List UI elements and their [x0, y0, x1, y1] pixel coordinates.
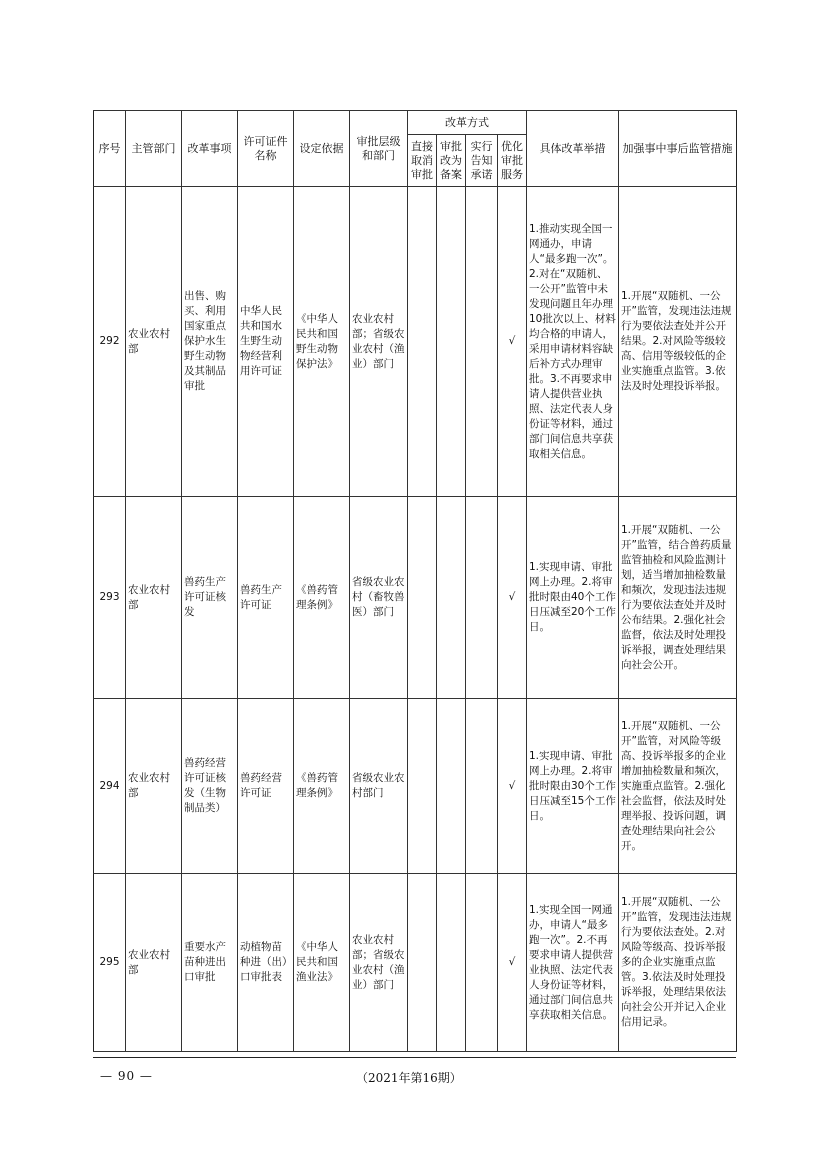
row-measures: 1.实现申请、审批网上办理。2.将审批时限由30个工作日压减至15个工作日。 [527, 699, 619, 874]
header-level: 审批层级和部门 [350, 111, 408, 187]
row-promise [466, 497, 498, 699]
row-seq: 294 [94, 699, 126, 874]
row-level: 农业农村部；省级农业农村（渔业）部门 [350, 874, 408, 1052]
row-direct-cancel [408, 699, 437, 874]
row-to-record [437, 699, 466, 874]
header-to-record: 审批改为备案 [437, 135, 466, 187]
row-dept: 农业农村部 [126, 874, 182, 1052]
reform-table [93, 110, 737, 1052]
header-direct-cancel: 直接取消审批 [408, 135, 437, 187]
row-dept: 农业农村部 [126, 497, 182, 699]
row-optimize: √ [498, 497, 527, 699]
row-measures: 1.实现申请、审批网上办理。2.将审批时限由40个工作日压减至20个工作日。 [527, 497, 619, 699]
row-level: 省级农业农村部门 [350, 699, 408, 874]
row-item: 兽药生产许可证核发 [182, 497, 238, 699]
row-direct-cancel [408, 874, 437, 1052]
header-optimize: 优化审批服务 [498, 135, 527, 187]
header-method: 改革方式 [408, 111, 527, 135]
header-item: 改革事项 [182, 111, 238, 187]
row-to-record [437, 187, 466, 497]
row-to-record [437, 874, 466, 1052]
row-level: 农业农村部；省级农业农村（渔业）部门 [350, 187, 408, 497]
row-promise [466, 874, 498, 1052]
bottom-rule [93, 1057, 736, 1058]
row-basis: 《中华人民共和国渔业法》 [294, 874, 350, 1052]
table-row [94, 699, 737, 874]
row-seq: 293 [94, 497, 126, 699]
header-license: 许可证件名称 [238, 111, 294, 187]
row-basis: 《兽药管理条例》 [294, 497, 350, 699]
row-supervision: 1.开展“双随机、一公开”监管，结合兽药质量监管抽检和风险监测计划，适当增加抽检数量和频次，发现违法违规行为要依法查处并及时公布结果。2.强化社会监督，依法及时处理投诉举报，调查处理结果向社会公开。 [619, 497, 737, 699]
row-item: 重要水产苗种进出口审批 [182, 874, 238, 1052]
page-number: — 90 — [100, 1069, 153, 1083]
row-level: 省级农业农村（畜牧兽医）部门 [350, 497, 408, 699]
row-item: 兽药经营许可证核发（生物制品类） [182, 699, 238, 874]
row-dept: 农业农村部 [126, 187, 182, 497]
row-basis: 《中华人民共和国野生动物保护法》 [294, 187, 350, 497]
row-optimize: √ [498, 699, 527, 874]
row-supervision: 1.开展“双随机、一公开”监管，对风险等级高、投诉举报多的企业增加抽检数量和频次，实施重点监管。2.强化社会监督，依法及时处理举报、投诉问题，调查处理结果向社会公开。 [619, 699, 737, 874]
row-seq: 292 [94, 187, 126, 497]
row-promise [466, 699, 498, 874]
row-supervision: 1.开展“双随机、一公开”监管，发现违法违规行为要依法查处。2.对风险等级高、投诉举报多的企业实施重点监管。3.依法及时处理投诉举报，处理结果依法向社会公开并记入企业信用记录。 [619, 874, 737, 1052]
header-dept: 主管部门 [126, 111, 182, 187]
issue-label: （2021年第16期） [356, 1071, 462, 1085]
table-row [94, 187, 737, 497]
row-basis: 《兽药管理条例》 [294, 699, 350, 874]
row-promise [466, 187, 498, 497]
row-item: 出售、购买、利用国家重点保护水生野生动物及其制品审批 [182, 187, 238, 497]
row-license: 兽药经营许可证 [238, 699, 294, 874]
row-license: 兽药生产许可证 [238, 497, 294, 699]
row-direct-cancel [408, 497, 437, 699]
row-optimize: √ [498, 187, 527, 497]
row-supervision: 1.开展“双随机、一公开”监管，发现违法违规行为要依法查处并公开结果。2.对风险等级较高、信用等级较低的企业实施重点监管。3.依法及时处理投诉举报。 [619, 187, 737, 497]
row-optimize: √ [498, 874, 527, 1052]
header-seq: 序号 [94, 111, 126, 187]
row-measures: 1.实现全国一网通办，申请人“最多跑一次”。2.不再要求申请人提供营业执照、法定代表人身份证等材料，通过部门间信息共享获取相关信息。 [527, 874, 619, 1052]
header-basis: 设定依据 [294, 111, 350, 187]
row-license: 中华人民共和国水生野生动物经营利用许可证 [238, 187, 294, 497]
row-direct-cancel [408, 187, 437, 497]
row-seq: 295 [94, 874, 126, 1052]
table-row [94, 874, 737, 1052]
header-supervision: 加强事中事后监管措施 [619, 111, 737, 187]
row-to-record [437, 497, 466, 699]
header-measures: 具体改革举措 [527, 111, 619, 187]
row-license: 动植物苗种进（出）口审批表 [238, 874, 294, 1052]
row-measures: 1.推动实现全国一网通办，申请人“最多跑一次”。2.对在“双随机、一公开”监管中未发现问题且年办理10批次以上、材料均合格的申请人，采用申请材料容缺后补方式办理审批。3.不再要求申请人提供营业执照、法定代表人身份证等材料，通过部门间信息共享获取相关信息。 [527, 187, 619, 497]
table-row [94, 497, 737, 699]
header-promise: 实行告知承诺 [466, 135, 498, 187]
row-dept: 农业农村部 [126, 699, 182, 874]
